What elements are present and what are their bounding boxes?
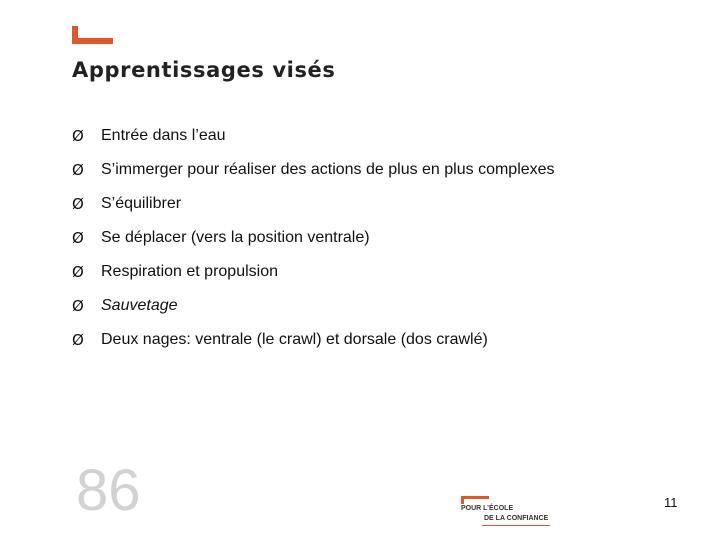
page-number: 11 [664, 495, 678, 510]
arrow-bullet-icon: Ø [72, 161, 84, 179]
list-item [72, 187, 555, 221]
bullet-text: Deux nages: ventrale (le crawl) et dorsale (dos crawlé) [101, 331, 488, 348]
list-item [72, 323, 555, 357]
arrow-bullet-icon: Ø [72, 263, 84, 281]
logo-line-2: DE LA CONFIANCE [484, 515, 549, 522]
bullet-text: S’immerger pour réaliser des actions de plus en plus complexes [101, 161, 555, 178]
arrow-bullet-icon: Ø [72, 127, 84, 145]
corner-logo-mark [72, 26, 113, 44]
list-item [72, 255, 555, 289]
bullet-text: S’équilibrer [101, 195, 182, 212]
list-item [72, 289, 555, 323]
arrow-bullet-icon: Ø [72, 195, 84, 213]
bullet-text: Entrée dans l’eau [101, 127, 226, 144]
bullet-text: Respiration et propulsion [101, 263, 278, 280]
list-item [72, 153, 555, 187]
footer-logo [458, 496, 558, 530]
arrow-bullet-icon: Ø [72, 229, 84, 247]
bullet-list [72, 119, 555, 357]
arrow-bullet-icon: Ø [72, 297, 84, 315]
bullet-text: Se déplacer (vers la position ventrale) [101, 229, 370, 246]
list-item [72, 119, 555, 153]
logo-line-1: POUR L’ÉCOLE [461, 505, 514, 512]
department-number: 86 [76, 458, 141, 523]
bullet-text: Sauvetage [101, 297, 178, 314]
slide-title: Apprentissages visés [72, 58, 336, 82]
list-item [72, 221, 555, 255]
arrow-bullet-icon: Ø [72, 331, 84, 349]
